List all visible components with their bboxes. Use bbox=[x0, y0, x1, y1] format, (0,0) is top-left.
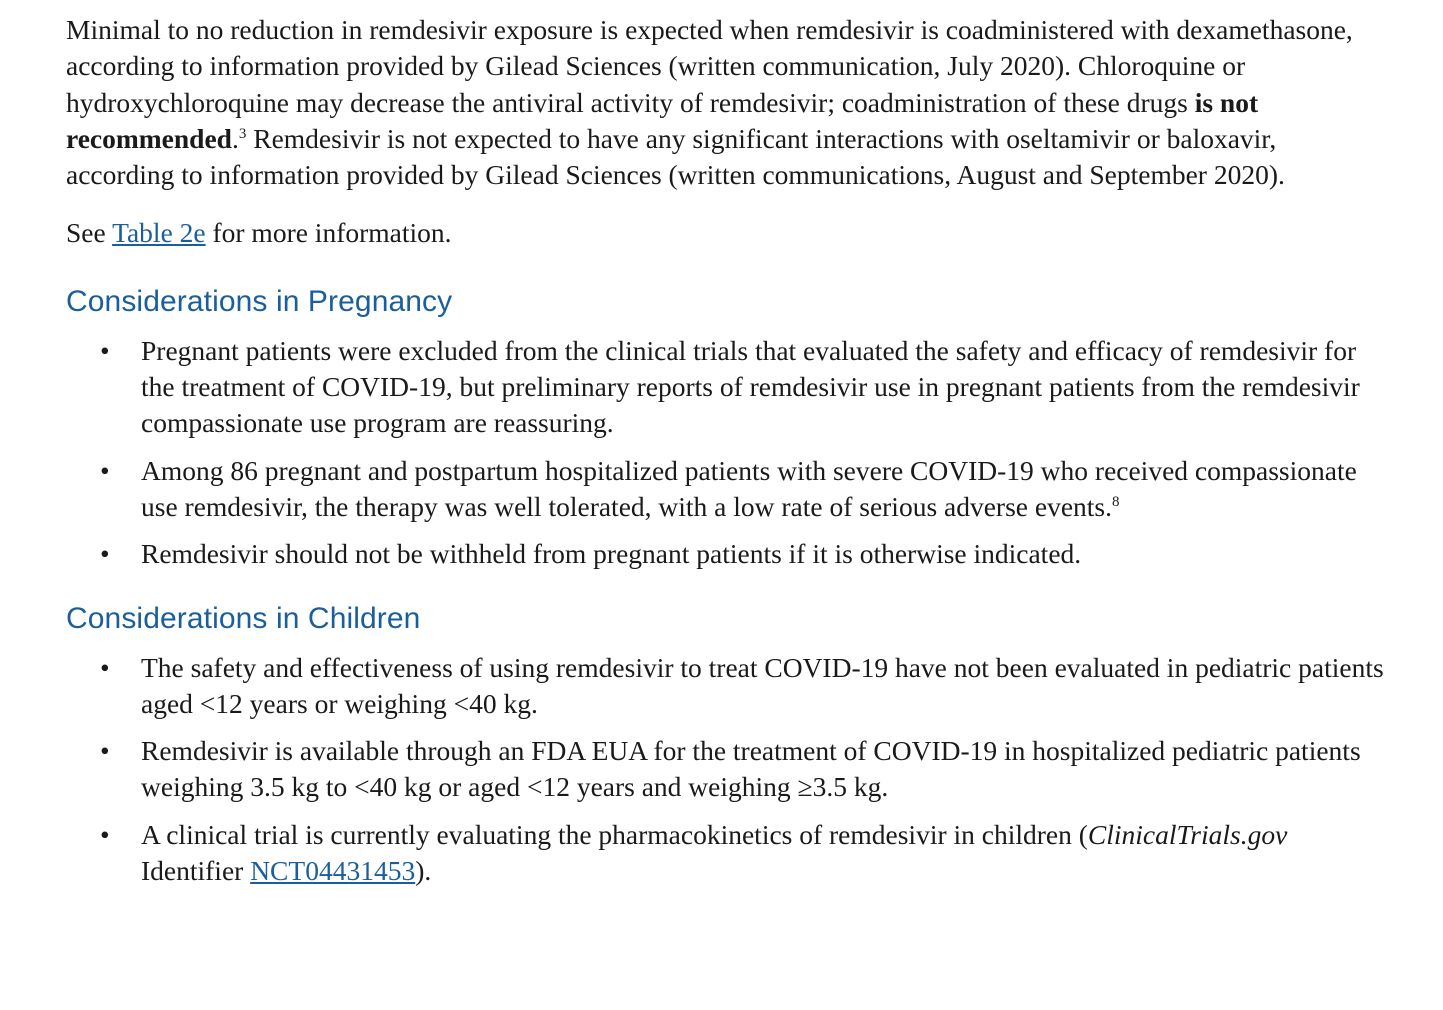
see-suffix: for more information. bbox=[205, 217, 452, 249]
bullet-icon: • bbox=[100, 538, 110, 570]
list-item bbox=[66, 650, 1386, 723]
children-list bbox=[66, 650, 1386, 890]
list-item-end: ). bbox=[415, 855, 432, 887]
bullet-icon: • bbox=[100, 334, 110, 366]
paragraph-text-c: Remdesivir is not expected to have any significant interactions with oseltamivir or baloxavir, according to information provided by Gilead Sciences (written communications, August and September 2020). bbox=[66, 122, 1285, 191]
not-recommended-emphasis: is not recommended bbox=[66, 86, 1259, 154]
list-item bbox=[66, 333, 1386, 442]
list-item-text: Remdesivir is available through an FDA EUA for the treatment of COVID-19 in hospitalized pediatric patients weighing 3.5 kg to <40 kg or aged <12 years and weighing ≥3.5 kg. bbox=[141, 735, 1361, 803]
list-item bbox=[66, 453, 1386, 526]
list-item-text: A clinical trial is currently evaluating the pharmacokinetics of remdesivir in children ( bbox=[141, 818, 1088, 850]
list-item-text: Pregnant patients were excluded from the clinical trials that evaluated the safety and efficacy of remdesivir for the treatment of COVID-19, but preliminary reports of remdesivir use in pregnant patients from the remdesivir compassionate use program are reassuring. bbox=[141, 334, 1360, 439]
bullet-icon: • bbox=[100, 454, 110, 486]
list-item bbox=[66, 817, 1386, 890]
see-table-line bbox=[66, 215, 1386, 251]
paragraph-text-a: Minimal to no reduction in remdesivir exposure is expected when remdesivir is coadministered with dexamethasone, according to information provided by Gilead Sciences (written communication, July 2020). Chloroquine or hydroxychloroquine may decrease the antiviral activity of remdesivir; coadministration of these drugs bbox=[66, 14, 1353, 118]
list-item bbox=[66, 536, 1386, 572]
bullet-icon: • bbox=[100, 818, 110, 850]
list-item-text: Among 86 pregnant and postpartum hospitalized patients with severe COVID-19 who received compassionate use remdesivir, the therapy was well tolerated, with a low rate of serious adverse events. bbox=[141, 454, 1357, 522]
pregnancy-heading: Considerations in Pregnancy bbox=[66, 284, 453, 318]
bullet-icon: • bbox=[100, 651, 110, 683]
table-2e-link[interactable]: Table 2e bbox=[112, 217, 206, 249]
reference-superscript: 3 bbox=[238, 125, 247, 142]
paragraph-text-b: . bbox=[231, 122, 239, 154]
bullet-icon: • bbox=[100, 735, 110, 767]
see-prefix: See bbox=[66, 217, 113, 249]
drug-interactions-paragraph bbox=[66, 12, 1386, 193]
list-item-text: Remdesivir should not be withheld from pregnant patients if it is otherwise indicated. bbox=[141, 538, 1082, 570]
nct-identifier-link[interactable]: NCT04431453 bbox=[250, 855, 416, 887]
identifier-label: Identifier bbox=[141, 855, 251, 887]
list-item-text: The safety and effectiveness of using remdesivir to treat COVID-19 have not been evaluated in pediatric patients aged <12 years or weighing <40 kg. bbox=[141, 651, 1384, 719]
clinicaltrials-gov-label: ClinicalTrials.gov bbox=[1087, 818, 1288, 850]
pregnancy-list bbox=[66, 333, 1386, 573]
reference-superscript: 8 bbox=[1112, 493, 1120, 510]
children-heading: Considerations in Children bbox=[66, 601, 421, 635]
document-page bbox=[66, 12, 1386, 889]
list-item bbox=[66, 733, 1386, 806]
